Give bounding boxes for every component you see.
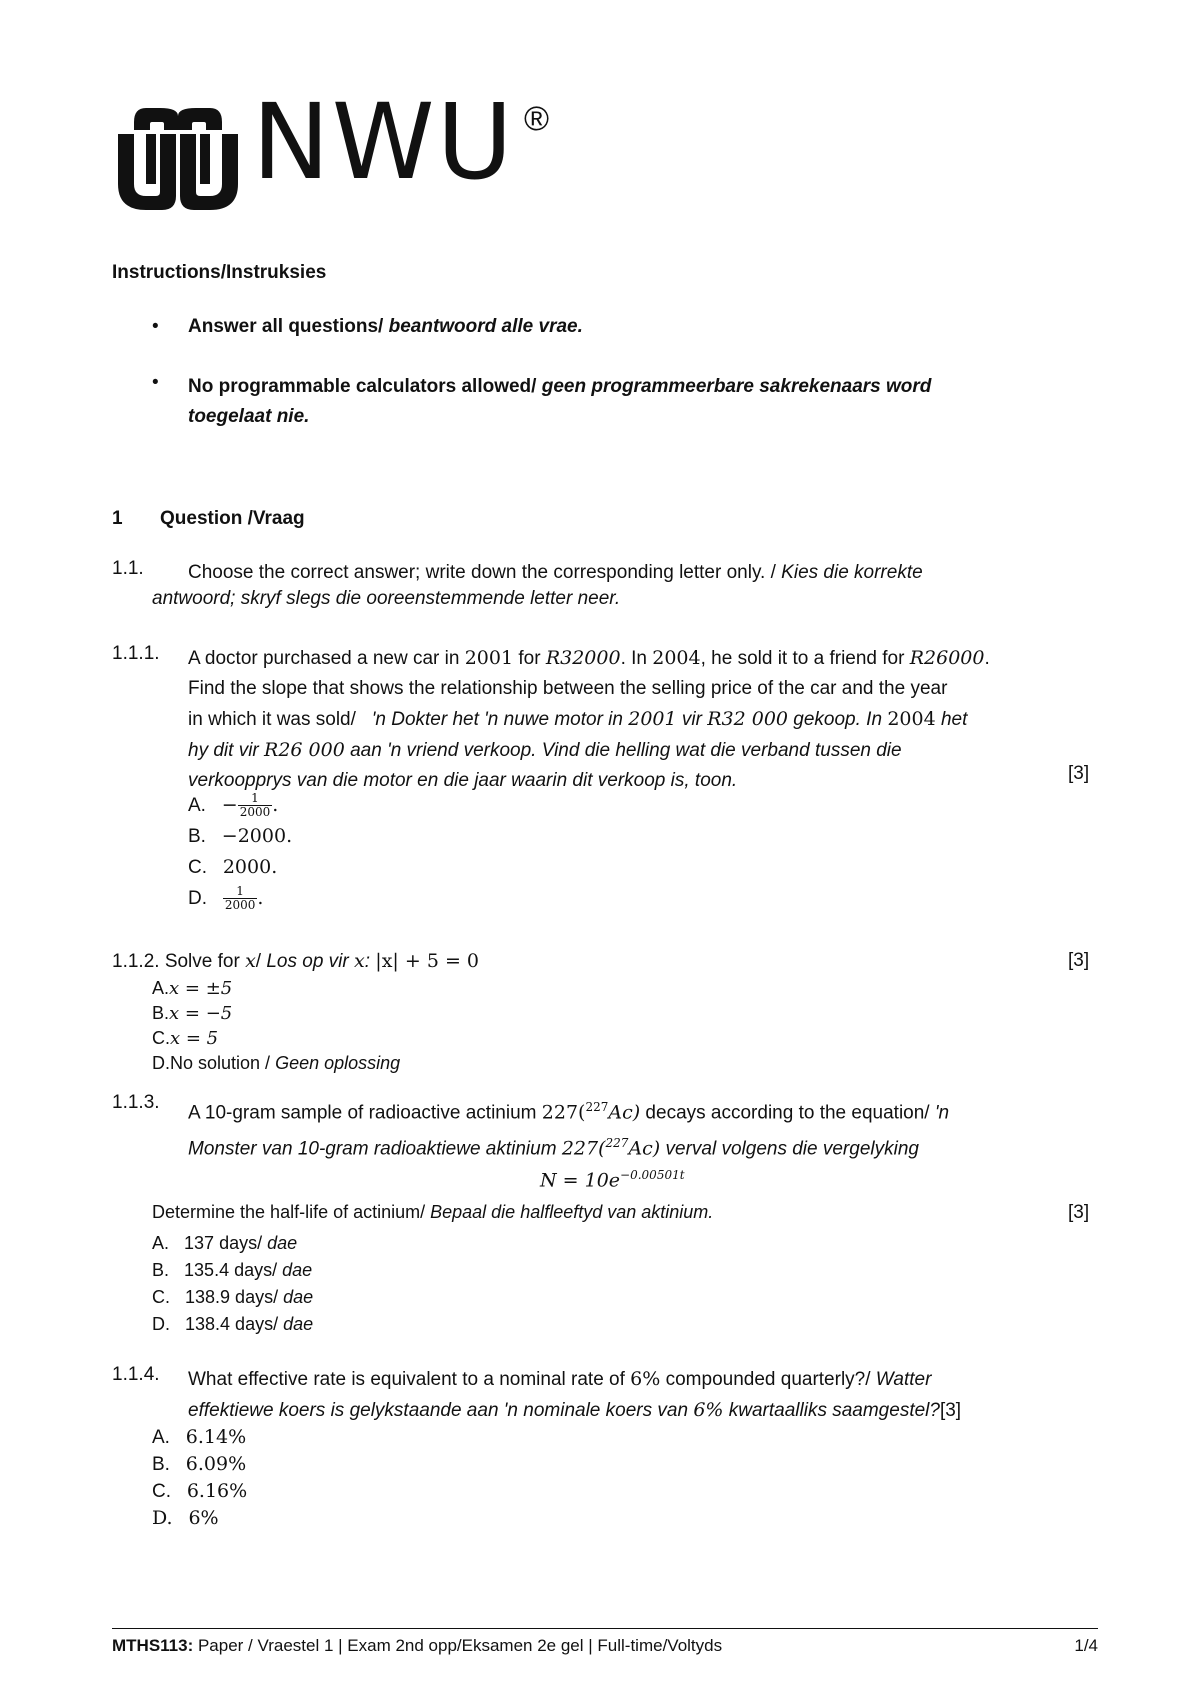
q114-text <box>188 1364 1098 1426</box>
instruction-2-en: No programmable calculators allowed/ <box>188 376 537 397</box>
q114-option-c: C. 6.16% <box>152 1480 248 1502</box>
q113-option-c: C. 138.9 days/ dae <box>152 1287 314 1307</box>
q11-number: 1.1. <box>112 558 144 579</box>
q11-text <box>188 558 1098 588</box>
fraction: $\frac{1}{2000}$ <box>224 884 256 913</box>
instruction-2-af-cont: toegelaat nie. <box>188 406 310 427</box>
q111-options <box>188 790 292 914</box>
q113-options <box>152 1230 313 1338</box>
q114-option-a: A. 6.14% <box>152 1426 247 1448</box>
q112-option-d: D.No solution / Geen oplossing <box>152 1053 401 1073</box>
q113-option-a: A. 137 days/ dae <box>152 1233 298 1253</box>
q113-line-1: A 10-gram sample of radioactive actinium 227($^{227}$Ac) decays according to the equation/ 'n <box>188 1100 950 1124</box>
q111-option-a: A. − $\frac{1}{2000}$ . <box>188 791 279 820</box>
q113-option-d: D. 138.4 days/ dae <box>152 1314 314 1334</box>
instruction-bullet-2 <box>188 372 1098 432</box>
logo-wordmark: NWU <box>252 81 515 203</box>
page-footer <box>112 1636 1098 1656</box>
q11-af-cont: antwoord; skryf slegs die ooreenstemmende letter neer. <box>152 588 621 609</box>
q114-option-d: D. 6% <box>152 1507 219 1529</box>
q112-text: 1.1.2. Solve for x/ Los op vir x: |x| + 5 = 0 <box>112 950 479 972</box>
q111-line-5: verkoopprys van die motor en die jaar waarin dit verkoop is, toon. <box>188 770 738 791</box>
q111-line-1: A doctor purchased a new car in 2001 for R32000. In 2004, he sold it to a friend for R26000. <box>188 647 990 669</box>
q111-option-d: D. $\frac{1}{2000}$ . <box>188 884 264 913</box>
q112-option-c: C.x = 5 <box>152 1028 219 1049</box>
instructions-heading: Instructions/Instruksies <box>112 262 327 283</box>
footer-course-code: MTHS113: <box>112 1636 194 1655</box>
section-number: 1 <box>112 508 123 529</box>
q114-line-1: What effective rate is equivalent to a nominal rate of 6% compounded quarterly?/ Watter <box>188 1368 932 1390</box>
footer-page-number: 1/4 <box>1074 1636 1098 1655</box>
q114-option-b: B. 6.09% <box>152 1453 247 1475</box>
fraction: $\frac{1}{2000}$ <box>239 791 271 820</box>
q111-option-c: C. 2000. <box>188 856 278 878</box>
q112-options <box>152 976 400 1075</box>
q112-marks: [3] <box>1068 950 1090 971</box>
q111-line-3: in which it was sold/ 'n Dokter het 'n nuwe motor in 2001 vir R32 000 gekoop. In 2004 het <box>188 708 968 730</box>
bullet-dot: • <box>152 316 159 337</box>
q113-number: 1.1.3. <box>112 1092 160 1113</box>
q113-marks: [3] <box>1068 1202 1090 1223</box>
footer-rule <box>112 1628 1098 1629</box>
q113-equation: $N = 10e^{-0.00501t}$ <box>540 1168 685 1192</box>
q11-af1: Kies die korrekte <box>775 562 923 583</box>
section-title: Question /Vraag <box>160 508 305 529</box>
footer-text: Paper / Vraestel 1 | Exam 2nd opp/Eksamen 2e gel | Full-time/Voltyds <box>193 1636 723 1655</box>
nwu-logo <box>112 81 572 224</box>
q114-options <box>152 1424 247 1532</box>
q113-text <box>188 1092 1098 1165</box>
q111-line-2: Find the slope that shows the relationship between the selling price of the car and the year <box>188 678 948 699</box>
bullet-dot: • <box>152 372 159 393</box>
q114-number: 1.1.4. <box>112 1364 160 1385</box>
q113-line-2: Monster van 10-gram radioaktiewe aktinium 227($^{227}$Ac) verval volgens die vergelyking <box>188 1136 919 1160</box>
instruction-1-en: Answer all questions/ <box>188 316 384 337</box>
q111-number: 1.1.1. <box>112 643 160 664</box>
q11-en: Choose the correct answer; write down the corresponding letter only. / <box>188 562 776 583</box>
instruction-2-af: geen programmeerbare sakrekenaars word <box>536 376 932 397</box>
q113-option-b: B. 135.4 days/ dae <box>152 1260 313 1280</box>
registered-mark: ® <box>524 100 550 138</box>
q114-line-2: effektiewe koers is gelykstaande aan 'n nominale koers van 6% kwartaalliks saamgestel?[3] <box>188 1399 962 1421</box>
instruction-1-af: beantwoord alle vrae. <box>383 316 583 337</box>
q111-marks: [3] <box>1068 763 1090 784</box>
q113-determine: Determine the half-life of actinium/ Bepaal die halfleeftyd van aktinium. <box>152 1202 714 1222</box>
q111-option-b: B. −2000. <box>188 825 293 847</box>
q112-option-b: B.x = −5 <box>152 1003 233 1024</box>
instruction-bullet-1 <box>188 316 1098 338</box>
q111-text <box>188 643 1098 796</box>
q111-line-4: hy dit vir R26 000 aan 'n vriend verkoop. Vind die helling wat die verband tussen die <box>188 739 902 761</box>
q112-option-a: A.x = ±5 <box>152 978 233 999</box>
nwu-emblem-icon <box>112 104 244 216</box>
